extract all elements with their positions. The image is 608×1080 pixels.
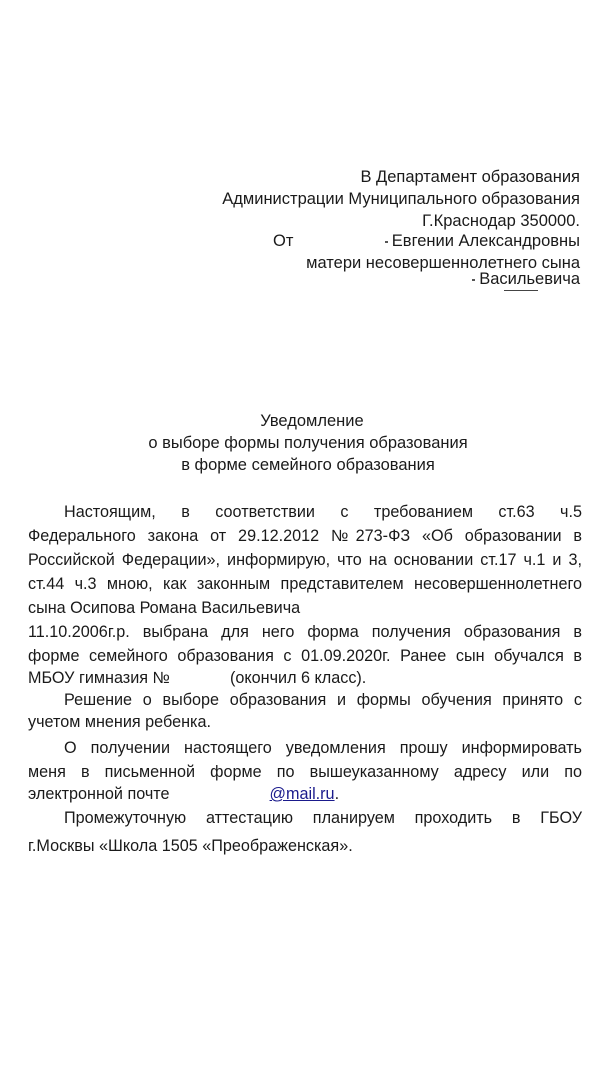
addressee-line-3: Г.Краснодар 350000. <box>422 212 580 230</box>
paragraph-1-line-3: Российской Федерации», информирую, что на основании ст.17 ч.1 и 3, <box>28 551 582 569</box>
paragraph-1-line-2: Федерального закона от 29.12.2012 №273-ФЗ «Об образовании в <box>28 527 582 545</box>
paragraph-4-line-1: Промежуточную аттестацию планируем проходить в ГБОУ <box>64 809 582 827</box>
paragraph-1-line-7: форме семейного образования с 01.09.2020г. Ранее сын обучался в <box>28 647 582 665</box>
paragraph-1-line-5: сына Осипова Романа Васильевича <box>28 599 301 617</box>
son-patronymic-text: Васильевича <box>479 270 580 288</box>
document-subtitle-2: в форме семейного образования <box>181 456 435 474</box>
sender-name-text: Евгении Александровны <box>391 232 580 250</box>
addressee-line-1: В Департамент образования <box>360 168 580 186</box>
redaction-mark <box>472 279 475 281</box>
paragraph-3-line-3 <box>28 782 339 806</box>
son-patronymic-line <box>472 268 580 290</box>
redaction-mark <box>385 241 388 243</box>
email-domain: @mail.ru <box>269 785 335 803</box>
from-label: От <box>273 232 294 250</box>
paragraph-1-line-6: 11.10.2006г.р. выбрана для него форма получения образования в <box>28 623 582 641</box>
paragraph-2-line-2: учетом мнения ребенка. <box>28 713 211 731</box>
paragraph-3-line-1: О получении настоящего уведомления прошу информировать <box>64 739 582 757</box>
document-subtitle-1: о выборе формы получения образования <box>148 434 468 452</box>
paragraph-4-line-2: г.Москвы «Школа 1505 «Преображенская». <box>28 837 353 855</box>
sender-name <box>385 230 580 252</box>
paragraph-1-line-1: Настоящим, в соответствии с требованием ст.63 ч.5 <box>64 503 582 521</box>
paragraph-1-line-8a: МБОУ гимназия № <box>28 669 170 687</box>
sender-role: матери несовершеннолетнего сына <box>306 254 580 272</box>
addressee-line-2: Администрации Муниципального образования <box>222 190 580 208</box>
email-label: электронной почте <box>28 785 170 803</box>
paragraph-1-line-8b: (окончил 6 класс). <box>230 669 367 687</box>
paragraph-3-line-2: меня в письменной форме по вышеуказанному адресу или по <box>28 763 582 781</box>
underline-mark <box>504 290 538 291</box>
paragraph-1-line-4: ст.44 ч.3 мною, как законным представителем несовершеннолетнего <box>28 575 582 593</box>
document-title: Уведомление <box>260 412 364 430</box>
email-period: . <box>334 785 340 803</box>
paragraph-2-line-1: Решение о выборе образования и формы обучения принято с <box>64 691 582 709</box>
